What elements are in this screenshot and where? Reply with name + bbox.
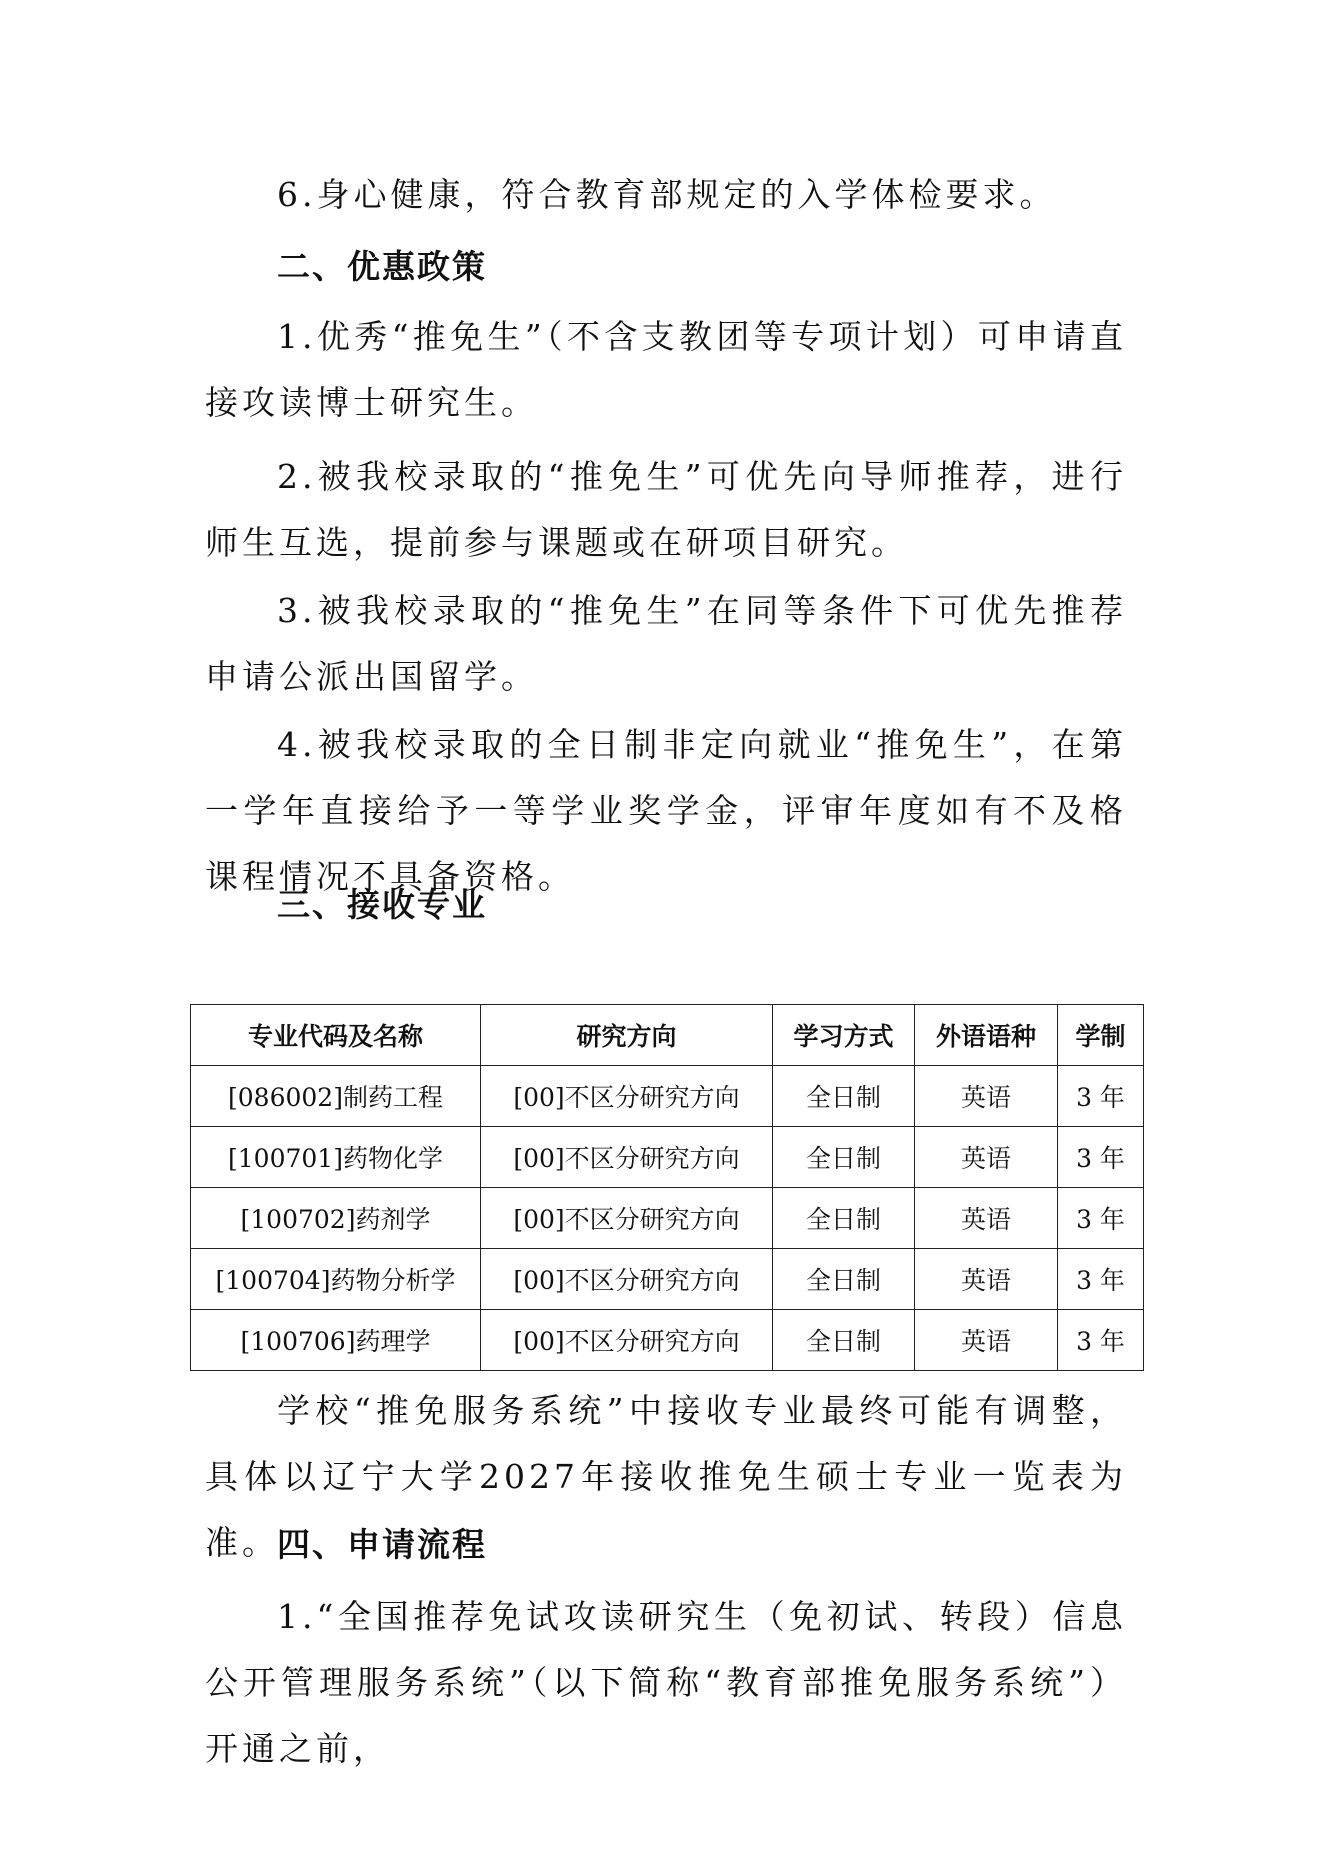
cell-duration: 3 年 <box>1058 1249 1144 1310</box>
cell-language: 英语 <box>915 1188 1058 1249</box>
cell-language: 英语 <box>915 1310 1058 1371</box>
cell-mode: 全日制 <box>773 1127 915 1188</box>
section-heading-majors: 三、接收专业 <box>277 885 487 924</box>
cell-duration: 3 年 <box>1058 1066 1144 1127</box>
cell-mode: 全日制 <box>773 1310 915 1371</box>
cell-direction: [00]不区分研究方向 <box>481 1188 773 1249</box>
cell-direction: [00]不区分研究方向 <box>481 1310 773 1371</box>
header-duration: 学制 <box>1058 1005 1144 1066</box>
header-foreign-language: 外语语种 <box>915 1005 1058 1066</box>
majors-table <box>190 1004 1144 1371</box>
paragraph-policy-3: 3.被我校录取的“推免生”在同等条件下可优先推荐申请公派出国留学。 <box>205 591 1127 696</box>
paragraph-policy-4: 4.被我校录取的全日制非定向就业“推免生”，在第一学年直接给予一等学业奖学金，评审年度如有不及格课程情况不具备资格。 <box>205 725 1127 896</box>
cell-mode: 全日制 <box>773 1066 915 1127</box>
cell-duration: 3 年 <box>1058 1188 1144 1249</box>
table-row <box>191 1066 1144 1127</box>
cell-language: 英语 <box>915 1127 1058 1188</box>
table-row <box>191 1127 1144 1188</box>
header-study-mode: 学习方式 <box>773 1005 915 1066</box>
section-heading-application-process: 四、申请流程 <box>277 1525 487 1564</box>
paragraph-health-requirement: 6.身心健康，符合教育部规定的入学体检要求。 <box>277 175 1057 214</box>
header-research-direction: 研究方向 <box>481 1005 773 1066</box>
paragraph-policy-1: 1.优秀“推免生”（不含支教团等专项计划）可申请直接攻读博士研究生。 <box>205 317 1127 422</box>
cell-major: [086002]制药工程 <box>191 1066 481 1127</box>
cell-mode: 全日制 <box>773 1249 915 1310</box>
cell-mode: 全日制 <box>773 1188 915 1249</box>
cell-major: [100706]药理学 <box>191 1310 481 1371</box>
section-heading-preferential-policies: 二、优惠政策 <box>277 247 487 286</box>
cell-major: [100702]药剂学 <box>191 1188 481 1249</box>
cell-direction: [00]不区分研究方向 <box>481 1249 773 1310</box>
majors-table-container <box>190 1004 1143 1371</box>
cell-major: [100701]药物化学 <box>191 1127 481 1188</box>
table-header-row <box>191 1005 1144 1066</box>
cell-duration: 3 年 <box>1058 1310 1144 1371</box>
header-major-code-name: 专业代码及名称 <box>191 1005 481 1066</box>
table-row <box>191 1310 1144 1371</box>
table-row <box>191 1249 1144 1310</box>
cell-language: 英语 <box>915 1066 1058 1127</box>
paragraph-major-adjustment-note: 学校“推免服务系统”中接收专业最终可能有调整，具体以辽宁大学2027年接收推免生硕士专业一览表为准。 <box>205 1391 1127 1562</box>
paragraph-process-1: 1.“全国推荐免试攻读研究生（免初试、转段）信息公开管理服务系统”（以下简称“教育部推免服务系统”）开通之前， <box>205 1597 1127 1768</box>
cell-direction: [00]不区分研究方向 <box>481 1127 773 1188</box>
cell-major: [100704]药物分析学 <box>191 1249 481 1310</box>
cell-duration: 3 年 <box>1058 1127 1144 1188</box>
paragraph-policy-2: 2.被我校录取的“推免生”可优先向导师推荐，进行师生互选，提前参与课题或在研项目研究。 <box>205 457 1127 562</box>
table-row <box>191 1188 1144 1249</box>
cell-language: 英语 <box>915 1249 1058 1310</box>
cell-direction: [00]不区分研究方向 <box>481 1066 773 1127</box>
